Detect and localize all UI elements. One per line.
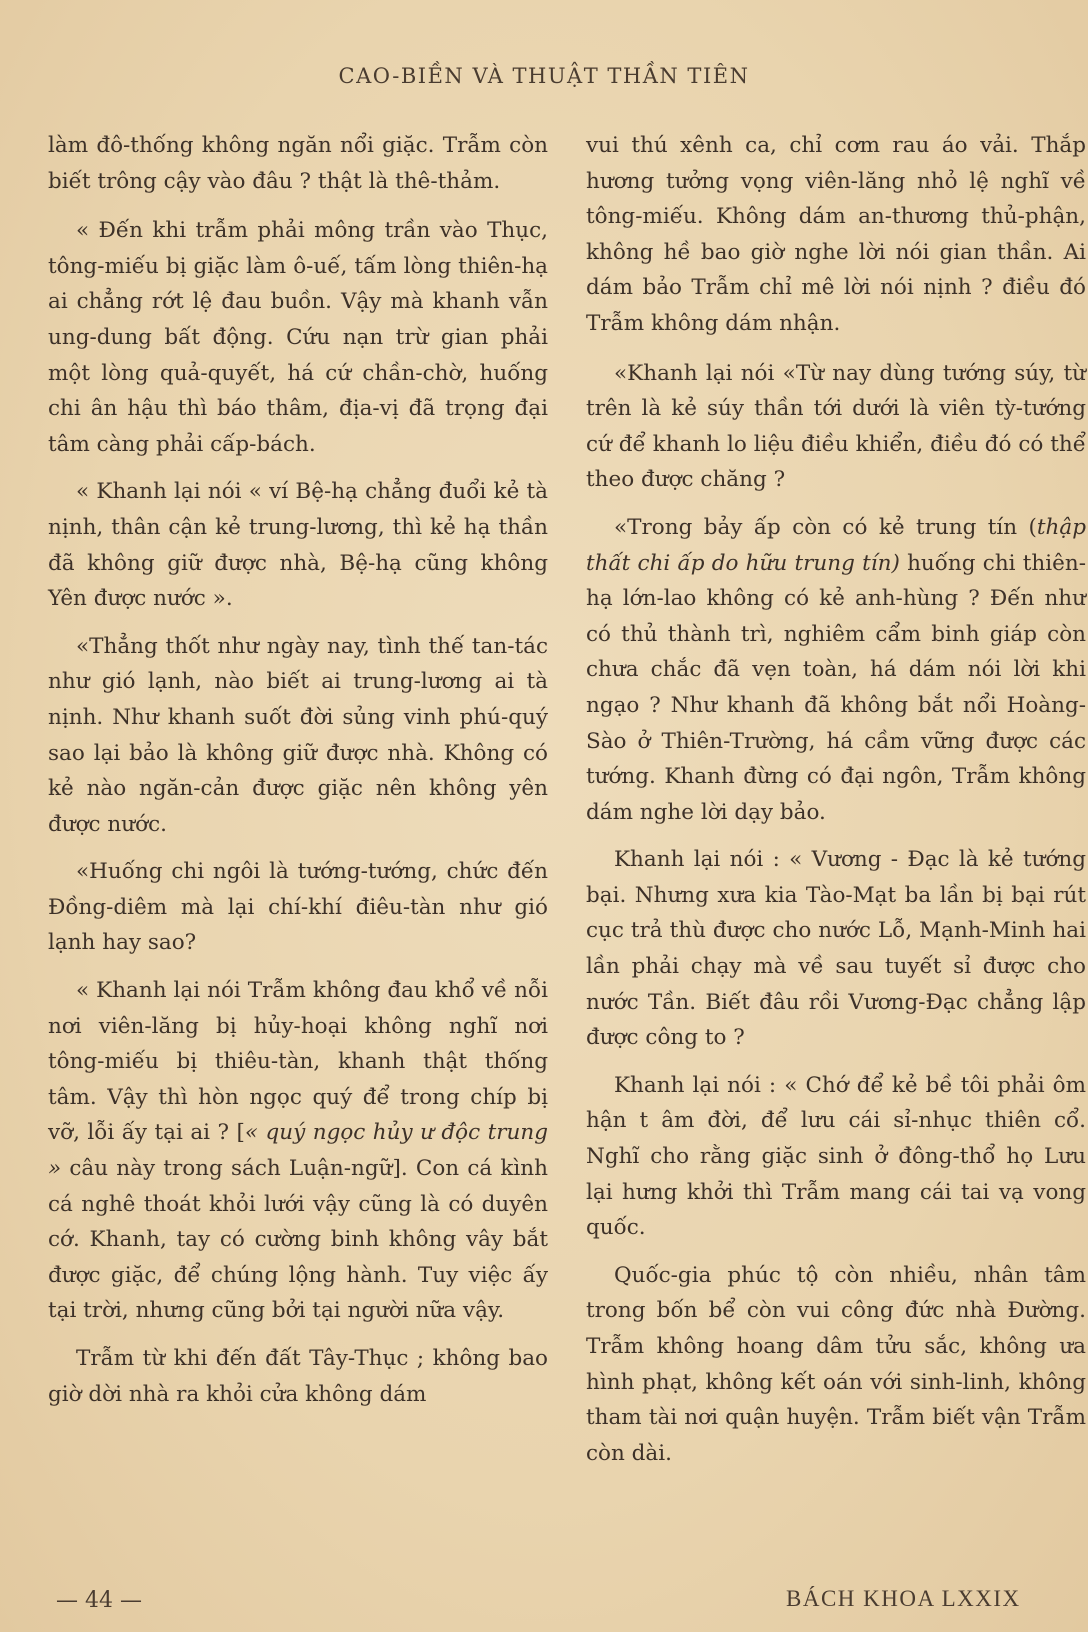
paragraph: «Khanh lại nói «Từ nay dùng tướng súy, từ trên là kẻ súy thần tới dưới là viên tỳ-tướng cứ để khanh lo liệu điều khiển, điều đó có thể theo được chăng ? <box>586 360 1086 493</box>
paragraph: Khanh lại nói : « Chớ để kẻ bề tôi phải ôm hận t âm đời, để lưu cái sỉ-nhục thiên cổ. Nghĩ cho rằng giặc sinh ở đông-thổ họ Lưu lại hưng khởi thì Trẫm mang cái tai vạ vong quốc. <box>586 1072 1086 1241</box>
paragraph: Trẫm từ khi đến đất Tây-Thục ; không bao giờ dời nhà ra khỏi cửa không dám <box>48 1346 548 1407</box>
right-column <box>586 128 1086 1483</box>
paragraph <box>586 510 1086 830</box>
paragraph: «Huống chi ngôi là tướng-tướng, chức đến Đồng-diêm mà lại chí-khí điêu-tàn như gió lạnh hay sao? <box>48 859 548 956</box>
paragraph <box>48 973 548 1329</box>
page-number: — 44 — <box>56 1588 142 1613</box>
paragraph: « Khanh lại nói « ví Bệ-hạ chẳng đuổi kẻ tà nịnh, thân cận kẻ trung-lương, thì kẻ hạ thần đã không giữ được nhà, Bệ-hạ cũng không Yên được nước ». <box>48 479 548 612</box>
publication-footer: BÁCH KHOA LXXIX <box>786 1586 1021 1611</box>
running-header: CAO-BIỀN VÀ THUẬT THẦN TIÊN <box>338 64 750 88</box>
paragraph: vui thú xênh ca, chỉ cơm rau áo vải. Thắp hương tưởng vọng viên-lăng nhỏ lệ nghĩ về tông-miếu. Không dám an-thương thủ-phận, không hề bao giờ nghe lời nói gian thần. Ai dám bảo Trẫm chỉ mê lời nói nịnh ? điều đó Trẫm không dám nhận. <box>586 133 1086 336</box>
left-column <box>48 128 548 1424</box>
paragraph: Khanh lại nói : « Vương - Đạc là kẻ tướng bại. Nhưng xưa kia Tào-Mạt ba lần bị bại rút cục trả thù được cho nước Lỗ, Mạnh-Minh hai lần phải chạy mà về sau tuyết sỉ được cho nước Tần. Biết đâu rồi Vương-Đạc chẳng lập được công to ? <box>586 847 1086 1051</box>
paragraph-text: câu này trong sách Luận-ngữ]. Con cá kình cá nghê thoát khỏi lưới vậy cũng là có duyên cớ. Khanh, tay có cường binh không vây bắt được giặc, để chúng lộng hành. Tuy việc ấy tại trời, nhưng cũng bởi tại người nữa vậy. <box>48 1156 548 1324</box>
quote-text: thập thất chi ấp do hữu trung tín) <box>586 514 1086 576</box>
paragraph: « Đến khi trẫm phải mông trần vào Thục, tông-miếu bị giặc làm ô-uế, tấm lòng thiên-hạ ai chẳng rớt lệ đau buồn. Vậy mà khanh vẫn ung-dung bất động. Cứu nạn trừ gian phải một lòng quả-quyết, há cứ chần-chờ, huống chi ân hậu thì báo thâm, địa-vị đã trọng đại tâm càng phải cấp-bách. <box>48 218 548 457</box>
paragraph-text: huống chi thiên-hạ lớn-lao không có kẻ anh-hùng ? Đến như có thủ thành trì, nghiêm cẩm binh giáp còn chưa chắc đã vẹn toàn, há dám nói lời khi ngạo ? Như khanh đã không bắt nổi Hoàng-Sào ở Thiên-Trường, há cầm vững được các tướng. Khanh đừng có đại ngôn, Trẫm không dám nghe lời dạy bảo. <box>586 550 1086 825</box>
paragraph-text: «Trong bảy ấp còn có kẻ trung tín ( <box>614 514 1037 540</box>
paragraph: làm đô-thống không ngăn nổi giặc. Trẫm còn biết trông cậy vào đâu ? thật là thê-thảm. <box>48 133 548 194</box>
paragraph-text: « Khanh lại nói Trẫm không đau khổ về nỗi nơi viên-lăng bị hủy-hoại không nghĩ nơi tông-miếu bị thiêu-tàn, khanh thật thống tâm. Vậy thì hòn ngọc quý để trong chíp bị vỡ, lỗi ấy tại ai ? [ <box>48 978 548 1146</box>
paragraph: «Thẳng thốt như ngày nay, tình thế tan-tác như gió lạnh, nào biết ai trung-lương ai tà nịnh. Như khanh suốt đời sủng vinh phú-quý sao lại bảo là không giữ được nhà. Không có kẻ nào ngăn-cản được giặc nên không yên được nước. <box>48 633 548 837</box>
paragraph: Quốc-gia phúc tộ còn nhiều, nhân tâm trong bốn bể còn vui công đức nhà Đường. Trẫm không hoang dâm tửu sắc, không ưa hình phạt, không kết oán với sinh-linh, không tham tài nơi quận huyện. Trẫm biết vận Trẫm còn dài. <box>586 1262 1086 1466</box>
quote-text: « quý ngọc hủy ư độc trung » <box>48 1120 548 1182</box>
